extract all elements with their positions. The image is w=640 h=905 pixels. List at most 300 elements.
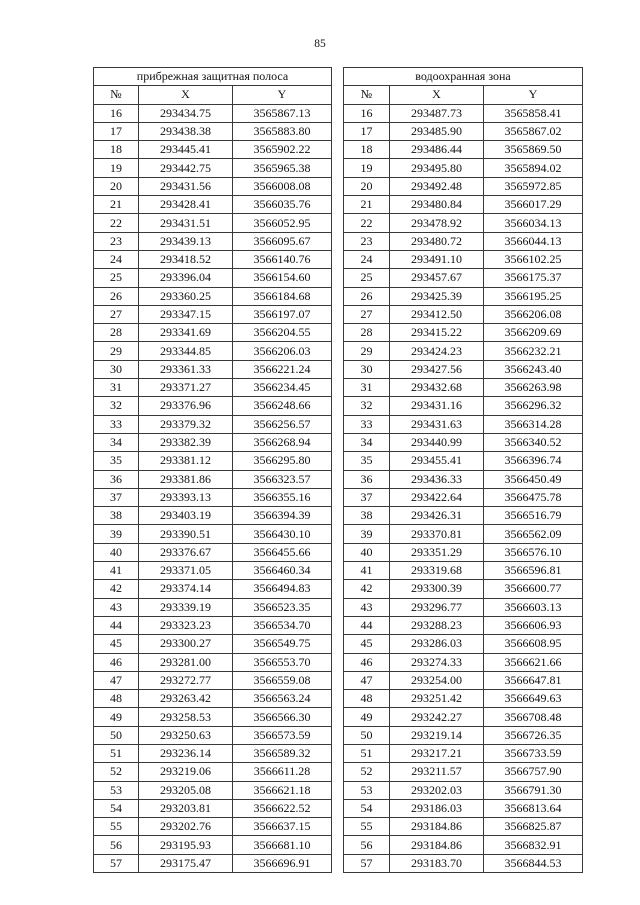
point-number-cell: 22 (344, 214, 390, 232)
point-number-cell: 52 (94, 763, 139, 781)
table-title-row (344, 68, 583, 86)
point-number-cell: 22 (94, 214, 139, 232)
point-number-cell: 16 (94, 104, 139, 122)
y-coordinate-cell: 3566450.49 (484, 470, 583, 488)
y-coordinate-cell: 3566268.94 (233, 433, 332, 451)
table-row (344, 397, 583, 415)
x-coordinate-cell: 293323.23 (139, 616, 233, 634)
point-number-cell: 42 (344, 580, 390, 598)
point-number-cell: 18 (344, 141, 390, 159)
table-row (344, 470, 583, 488)
y-coordinate-cell: 3566296.32 (484, 397, 583, 415)
y-coordinate-cell: 3566195.25 (484, 287, 583, 305)
point-number-cell: 53 (344, 781, 390, 799)
y-coordinate-cell: 3566621.66 (484, 653, 583, 671)
y-coordinate-cell: 3566295.80 (233, 452, 332, 470)
table-row (94, 763, 332, 781)
table-row (344, 507, 583, 525)
x-coordinate-cell: 293347.15 (139, 305, 233, 323)
point-number-cell: 33 (94, 415, 139, 433)
point-number-cell: 26 (94, 287, 139, 305)
x-coordinate-cell: 293480.72 (390, 232, 484, 250)
y-coordinate-cell: 3566832.91 (484, 836, 583, 854)
table-row (344, 525, 583, 543)
table-row (94, 507, 332, 525)
point-number-cell: 33 (344, 415, 390, 433)
point-number-cell: 41 (94, 562, 139, 580)
point-number-cell: 23 (344, 232, 390, 250)
table-row (344, 360, 583, 378)
table-row (344, 433, 583, 451)
table-row (94, 141, 332, 159)
x-coordinate-cell: 293427.56 (390, 360, 484, 378)
point-number-cell: 38 (94, 507, 139, 525)
water-protection-zone-table (343, 67, 583, 873)
point-number-cell: 28 (344, 324, 390, 342)
x-coordinate-cell: 293396.04 (139, 269, 233, 287)
point-number-cell: 19 (344, 159, 390, 177)
y-coordinate-cell: 3565894.02 (484, 159, 583, 177)
y-coordinate-cell: 3566647.81 (484, 671, 583, 689)
table-row (344, 726, 583, 744)
point-number-cell: 50 (344, 726, 390, 744)
table-row (94, 214, 332, 232)
point-number-cell: 49 (94, 708, 139, 726)
table-row (94, 744, 332, 762)
point-number-cell: 26 (344, 287, 390, 305)
point-number-cell: 31 (344, 379, 390, 397)
x-coordinate-cell: 293202.76 (139, 818, 233, 836)
x-coordinate-cell: 293351.29 (390, 543, 484, 561)
y-coordinate-cell: 3566340.52 (484, 433, 583, 451)
point-number-cell: 21 (94, 196, 139, 214)
x-coordinate-cell: 293492.48 (390, 177, 484, 195)
table-row (344, 250, 583, 268)
y-coordinate-cell: 3566263.98 (484, 379, 583, 397)
table-row (344, 104, 583, 122)
point-number-cell: 46 (344, 653, 390, 671)
y-coordinate-cell: 3566154.60 (233, 269, 332, 287)
y-coordinate-cell: 3566611.28 (233, 763, 332, 781)
table-row (344, 452, 583, 470)
table-row (344, 488, 583, 506)
table-row (94, 196, 332, 214)
table-row (94, 287, 332, 305)
table-row (344, 562, 583, 580)
point-number-cell: 18 (94, 141, 139, 159)
y-coordinate-cell: 3566757.90 (484, 763, 583, 781)
y-coordinate-cell: 3566708.48 (484, 708, 583, 726)
table-row (344, 653, 583, 671)
table-row (344, 196, 583, 214)
x-coordinate-cell: 293263.42 (139, 690, 233, 708)
table-row (94, 616, 332, 634)
point-number-cell: 50 (94, 726, 139, 744)
x-coordinate-cell: 293428.41 (139, 196, 233, 214)
y-coordinate-cell: 3566175.37 (484, 269, 583, 287)
table-row (94, 379, 332, 397)
column-header-number: № (94, 86, 139, 104)
table-row (94, 324, 332, 342)
y-coordinate-cell: 3566600.77 (484, 580, 583, 598)
x-coordinate-cell: 293442.75 (139, 159, 233, 177)
x-coordinate-cell: 293286.03 (390, 635, 484, 653)
y-coordinate-cell: 3566204.55 (233, 324, 332, 342)
point-number-cell: 55 (344, 818, 390, 836)
y-coordinate-cell: 3566573.59 (233, 726, 332, 744)
table-row (344, 799, 583, 817)
x-coordinate-cell: 293486.44 (390, 141, 484, 159)
x-coordinate-cell: 293344.85 (139, 342, 233, 360)
x-coordinate-cell: 293195.93 (139, 836, 233, 854)
y-coordinate-cell: 3566234.45 (233, 379, 332, 397)
y-coordinate-cell: 3566576.10 (484, 543, 583, 561)
x-coordinate-cell: 293426.31 (390, 507, 484, 525)
y-coordinate-cell: 3566243.40 (484, 360, 583, 378)
point-number-cell: 53 (94, 781, 139, 799)
x-coordinate-cell: 293382.39 (139, 433, 233, 451)
point-number-cell: 21 (344, 196, 390, 214)
y-coordinate-cell: 3566813.64 (484, 799, 583, 817)
x-coordinate-cell: 293319.68 (390, 562, 484, 580)
y-coordinate-cell: 3566516.79 (484, 507, 583, 525)
point-number-cell: 24 (94, 250, 139, 268)
y-coordinate-cell: 3566681.10 (233, 836, 332, 854)
point-number-cell: 41 (344, 562, 390, 580)
table-row (94, 653, 332, 671)
point-number-cell: 42 (94, 580, 139, 598)
table-row (94, 580, 332, 598)
table-row (344, 543, 583, 561)
x-coordinate-cell: 293457.67 (390, 269, 484, 287)
x-coordinate-cell: 293381.86 (139, 470, 233, 488)
table-row (94, 397, 332, 415)
x-coordinate-cell: 293393.13 (139, 488, 233, 506)
x-coordinate-cell: 293487.73 (390, 104, 484, 122)
point-number-cell: 39 (94, 525, 139, 543)
y-coordinate-cell: 3566563.24 (233, 690, 332, 708)
table-row (344, 763, 583, 781)
point-number-cell: 57 (94, 854, 139, 872)
table-row (94, 708, 332, 726)
y-coordinate-cell: 3566637.15 (233, 818, 332, 836)
x-coordinate-cell: 293381.12 (139, 452, 233, 470)
point-number-cell: 40 (344, 543, 390, 561)
x-coordinate-cell: 293211.57 (390, 763, 484, 781)
y-coordinate-cell: 3566562.09 (484, 525, 583, 543)
y-coordinate-cell: 3566035.76 (233, 196, 332, 214)
x-coordinate-cell: 293376.67 (139, 543, 233, 561)
y-coordinate-cell: 3566102.25 (484, 250, 583, 268)
table-row (344, 818, 583, 836)
y-coordinate-cell: 3566044.13 (484, 232, 583, 250)
x-coordinate-cell: 293436.33 (390, 470, 484, 488)
point-number-cell: 34 (344, 433, 390, 451)
table-row (344, 269, 583, 287)
point-number-cell: 49 (344, 708, 390, 726)
x-coordinate-cell: 293296.77 (390, 598, 484, 616)
point-number-cell: 17 (94, 122, 139, 140)
x-coordinate-cell: 293379.32 (139, 415, 233, 433)
y-coordinate-cell: 3566184.68 (233, 287, 332, 305)
point-number-cell: 44 (344, 616, 390, 634)
table-row (94, 159, 332, 177)
table-row (344, 616, 583, 634)
table-row (94, 232, 332, 250)
point-number-cell: 39 (344, 525, 390, 543)
point-number-cell: 43 (94, 598, 139, 616)
point-number-cell: 25 (94, 269, 139, 287)
x-coordinate-cell: 293415.22 (390, 324, 484, 342)
table-row (94, 598, 332, 616)
table-row (344, 854, 583, 872)
point-number-cell: 48 (344, 690, 390, 708)
table-row (94, 525, 332, 543)
y-coordinate-cell: 3566622.52 (233, 799, 332, 817)
y-coordinate-cell: 3565972.85 (484, 177, 583, 195)
x-coordinate-cell: 293424.23 (390, 342, 484, 360)
y-coordinate-cell: 3566589.32 (233, 744, 332, 762)
y-coordinate-cell: 3566825.87 (484, 818, 583, 836)
table-row (344, 177, 583, 195)
point-number-cell: 55 (94, 818, 139, 836)
y-coordinate-cell: 3566052.95 (233, 214, 332, 232)
table-row (94, 635, 332, 653)
y-coordinate-cell: 3566603.13 (484, 598, 583, 616)
point-number-cell: 32 (344, 397, 390, 415)
point-number-cell: 45 (94, 635, 139, 653)
table-row (344, 324, 583, 342)
x-coordinate-cell: 293376.96 (139, 397, 233, 415)
table-row (344, 305, 583, 323)
x-coordinate-cell: 293205.08 (139, 781, 233, 799)
table-row (94, 342, 332, 360)
x-coordinate-cell: 293412.50 (390, 305, 484, 323)
coastal-protective-strip-table (93, 67, 332, 873)
point-number-cell: 44 (94, 616, 139, 634)
table-row (344, 671, 583, 689)
page-number: 85 (314, 38, 326, 50)
y-coordinate-cell: 3566095.67 (233, 232, 332, 250)
y-coordinate-cell: 3566494.83 (233, 580, 332, 598)
point-number-cell: 16 (344, 104, 390, 122)
table-row (94, 104, 332, 122)
y-coordinate-cell: 3566396.74 (484, 452, 583, 470)
y-coordinate-cell: 3566559.08 (233, 671, 332, 689)
y-coordinate-cell: 3566206.03 (233, 342, 332, 360)
table-row (344, 690, 583, 708)
table-row (94, 452, 332, 470)
point-number-cell: 35 (344, 452, 390, 470)
point-number-cell: 57 (344, 854, 390, 872)
point-number-cell: 45 (344, 635, 390, 653)
x-coordinate-cell: 293440.99 (390, 433, 484, 451)
y-coordinate-cell: 3566549.75 (233, 635, 332, 653)
point-number-cell: 56 (94, 836, 139, 854)
y-coordinate-cell: 3566355.16 (233, 488, 332, 506)
y-coordinate-cell: 3566017.29 (484, 196, 583, 214)
table-title-row (94, 68, 332, 86)
table-row (344, 287, 583, 305)
x-coordinate-cell: 293422.64 (390, 488, 484, 506)
table-title: прибрежная защитная полоса (94, 68, 332, 86)
x-coordinate-cell: 293202.03 (390, 781, 484, 799)
point-number-cell: 37 (344, 488, 390, 506)
table-row (94, 360, 332, 378)
y-coordinate-cell: 3566791.30 (484, 781, 583, 799)
x-coordinate-cell: 293480.84 (390, 196, 484, 214)
table-row (94, 415, 332, 433)
point-number-cell: 30 (94, 360, 139, 378)
x-coordinate-cell: 293403.19 (139, 507, 233, 525)
table-row (94, 177, 332, 195)
y-coordinate-cell: 3565858.41 (484, 104, 583, 122)
point-number-cell: 23 (94, 232, 139, 250)
table-row (94, 433, 332, 451)
point-number-cell: 52 (344, 763, 390, 781)
point-number-cell: 46 (94, 653, 139, 671)
y-coordinate-cell: 3566606.93 (484, 616, 583, 634)
y-coordinate-cell: 3566553.70 (233, 653, 332, 671)
point-number-cell: 56 (344, 836, 390, 854)
y-coordinate-cell: 3566034.13 (484, 214, 583, 232)
table-row (344, 708, 583, 726)
x-coordinate-cell: 293175.47 (139, 854, 233, 872)
table-header-row (344, 86, 583, 104)
table-row (344, 214, 583, 232)
table-row (344, 598, 583, 616)
y-coordinate-cell: 3565867.13 (233, 104, 332, 122)
table-row (94, 562, 332, 580)
point-number-cell: 29 (94, 342, 139, 360)
y-coordinate-cell: 3566221.24 (233, 360, 332, 378)
column-header-x: X (139, 86, 233, 104)
table-row (344, 744, 583, 762)
point-number-cell: 31 (94, 379, 139, 397)
table-row (94, 470, 332, 488)
x-coordinate-cell: 293254.00 (390, 671, 484, 689)
table-row (344, 580, 583, 598)
column-header-x: X (390, 86, 484, 104)
table-row (344, 635, 583, 653)
x-coordinate-cell: 293445.41 (139, 141, 233, 159)
x-coordinate-cell: 293431.63 (390, 415, 484, 433)
x-coordinate-cell: 293374.14 (139, 580, 233, 598)
table-row (94, 836, 332, 854)
point-number-cell: 20 (94, 177, 139, 195)
table-row (94, 543, 332, 561)
y-coordinate-cell: 3566733.59 (484, 744, 583, 762)
x-coordinate-cell: 293300.27 (139, 635, 233, 653)
y-coordinate-cell: 3566844.53 (484, 854, 583, 872)
y-coordinate-cell: 3566649.63 (484, 690, 583, 708)
x-coordinate-cell: 293219.06 (139, 763, 233, 781)
x-coordinate-cell: 293288.23 (390, 616, 484, 634)
x-coordinate-cell: 293272.77 (139, 671, 233, 689)
x-coordinate-cell: 293184.86 (390, 818, 484, 836)
y-coordinate-cell: 3566140.76 (233, 250, 332, 268)
point-number-cell: 29 (344, 342, 390, 360)
y-coordinate-cell: 3566475.78 (484, 488, 583, 506)
y-coordinate-cell: 3566209.69 (484, 324, 583, 342)
table-row (94, 488, 332, 506)
y-coordinate-cell: 3566608.95 (484, 635, 583, 653)
y-coordinate-cell: 3566726.35 (484, 726, 583, 744)
table-row (94, 690, 332, 708)
y-coordinate-cell: 3566621.18 (233, 781, 332, 799)
x-coordinate-cell: 293455.41 (390, 452, 484, 470)
x-coordinate-cell: 293281.00 (139, 653, 233, 671)
table-row (344, 379, 583, 397)
x-coordinate-cell: 293371.05 (139, 562, 233, 580)
x-coordinate-cell: 293370.81 (390, 525, 484, 543)
table-row (344, 415, 583, 433)
x-coordinate-cell: 293300.39 (390, 580, 484, 598)
point-number-cell: 17 (344, 122, 390, 140)
y-coordinate-cell: 3566430.10 (233, 525, 332, 543)
x-coordinate-cell: 293491.10 (390, 250, 484, 268)
x-coordinate-cell: 293236.14 (139, 744, 233, 762)
x-coordinate-cell: 293431.56 (139, 177, 233, 195)
point-number-cell: 25 (344, 269, 390, 287)
x-coordinate-cell: 293371.27 (139, 379, 233, 397)
table-row (94, 818, 332, 836)
x-coordinate-cell: 293274.33 (390, 653, 484, 671)
y-coordinate-cell: 3565869.50 (484, 141, 583, 159)
y-coordinate-cell: 3565965.38 (233, 159, 332, 177)
x-coordinate-cell: 293184.86 (390, 836, 484, 854)
table-row (344, 781, 583, 799)
point-number-cell: 54 (344, 799, 390, 817)
table-row (94, 854, 332, 872)
x-coordinate-cell: 293341.69 (139, 324, 233, 342)
point-number-cell: 27 (94, 305, 139, 323)
point-number-cell: 40 (94, 543, 139, 561)
x-coordinate-cell: 293361.33 (139, 360, 233, 378)
y-coordinate-cell: 3566197.07 (233, 305, 332, 323)
y-coordinate-cell: 3566256.57 (233, 415, 332, 433)
table-row (94, 269, 332, 287)
x-coordinate-cell: 293339.19 (139, 598, 233, 616)
point-number-cell: 30 (344, 360, 390, 378)
x-coordinate-cell: 293360.25 (139, 287, 233, 305)
point-number-cell: 43 (344, 598, 390, 616)
point-number-cell: 54 (94, 799, 139, 817)
table-row (94, 799, 332, 817)
y-coordinate-cell: 3566008.08 (233, 177, 332, 195)
table-title: водоохранная зона (344, 68, 583, 86)
point-number-cell: 48 (94, 690, 139, 708)
point-number-cell: 35 (94, 452, 139, 470)
x-coordinate-cell: 293425.39 (390, 287, 484, 305)
y-coordinate-cell: 3566534.70 (233, 616, 332, 634)
x-coordinate-cell: 293258.53 (139, 708, 233, 726)
column-header-number: № (344, 86, 390, 104)
table-row (344, 122, 583, 140)
y-coordinate-cell: 3565867.02 (484, 122, 583, 140)
x-coordinate-cell: 293431.16 (390, 397, 484, 415)
x-coordinate-cell: 293485.90 (390, 122, 484, 140)
y-coordinate-cell: 3566248.66 (233, 397, 332, 415)
point-number-cell: 51 (94, 744, 139, 762)
y-coordinate-cell: 3566206.08 (484, 305, 583, 323)
table-row (94, 305, 332, 323)
table-row (94, 122, 332, 140)
y-coordinate-cell: 3565883.80 (233, 122, 332, 140)
point-number-cell: 32 (94, 397, 139, 415)
table-row (94, 671, 332, 689)
x-coordinate-cell: 293495.80 (390, 159, 484, 177)
